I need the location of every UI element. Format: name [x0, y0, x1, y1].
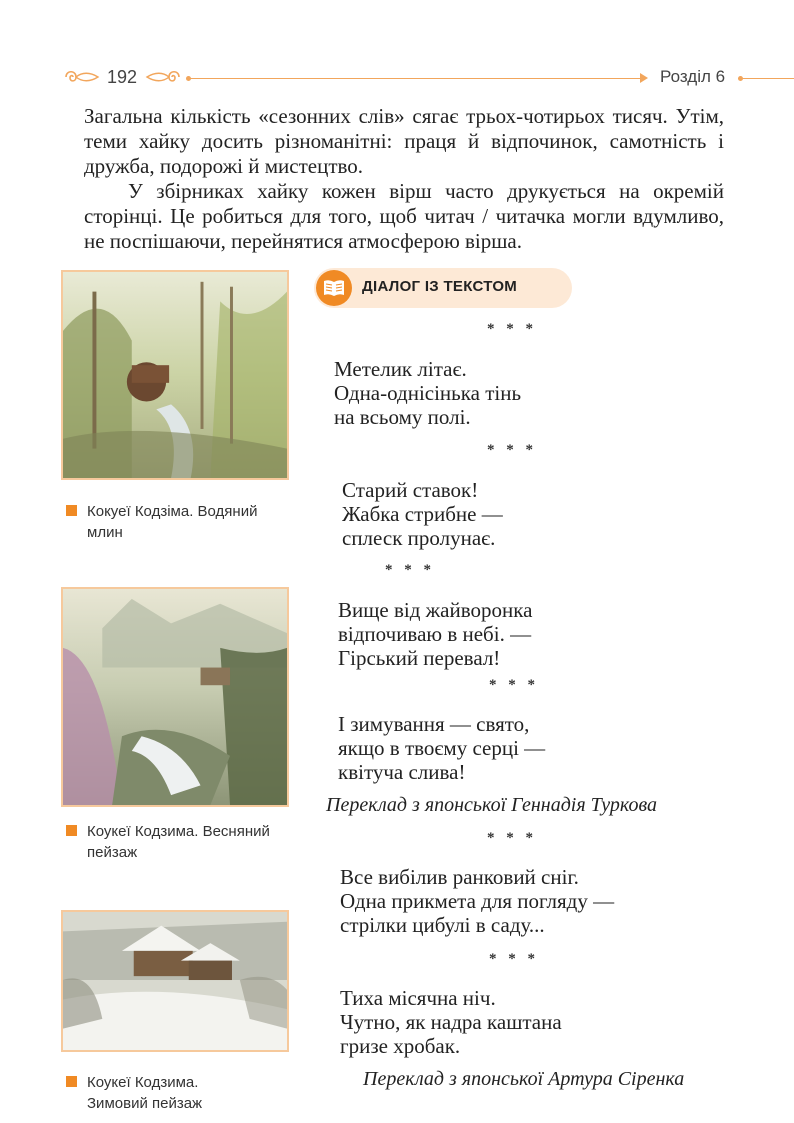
painting-winter-landscape [61, 910, 289, 1052]
poem-line: Гірський перевал! [338, 646, 501, 670]
poem-line: стрілки цибулі в саду... [340, 913, 545, 937]
book-icon [316, 270, 352, 306]
haiku [340, 865, 614, 937]
poem-line: Все вибілив ранковий сніг. [340, 865, 579, 889]
poem-separator: * * * [489, 677, 539, 693]
poem-line: Старий ставок! [342, 478, 479, 502]
caption-spring-landscape: Коукеї Кодзима. Весняний пейзаж [66, 821, 270, 863]
poem-line: квітуча слива! [338, 760, 466, 784]
header-rule [188, 78, 646, 79]
poem-line: якщо в твоєму серці — [338, 736, 546, 760]
poem-separator: * * * [489, 951, 539, 967]
poem-line: Вище від жайворонка [338, 598, 533, 622]
haiku [334, 357, 521, 429]
header-left-ornament-icon [62, 66, 102, 88]
poem-line: Чутно, як надра каштана [340, 1010, 562, 1034]
caption-winter-landscape: Коукеї Кодзима. Зимовий пейзаж [66, 1072, 202, 1114]
caption-water-mill: Кокуеї Кодзіма. Водяний млин [66, 501, 257, 543]
translation-credit: Переклад з японської Артура Сіренка [363, 1068, 685, 1090]
header-arrow-icon [640, 73, 648, 83]
section-label: Розділ 6 [660, 67, 726, 86]
body-text [84, 104, 724, 254]
poem-line: гризе хробак. [340, 1034, 461, 1058]
paragraph: У збірниках хайку кожен вірш часто друкується на окремій сторінці. Це робиться для того, щоб читач / читачка могли вдумливо, не поспішаючи, перейнятися атмосферою вірша. [84, 179, 724, 253]
poem-line: відпочиваю в небі. — [338, 622, 532, 646]
painting-spring-landscape [61, 587, 289, 807]
poem-line: Одна прикмета для погляду — [340, 889, 615, 913]
page-number: 192 [107, 67, 138, 87]
poem-line: Одна-однісінька тінь [334, 381, 522, 405]
painting-water-mill [61, 270, 289, 480]
poem-line: Метелик літає. [334, 357, 467, 381]
haiku [338, 712, 545, 784]
poem-separator: * * * [385, 562, 435, 578]
poem-line: І зимування — свято, [338, 712, 530, 736]
haiku [342, 478, 503, 550]
bullet-square-icon [66, 825, 77, 836]
dialogue-badge-label: ДІАЛОГ ІЗ ТЕКСТОМ [362, 278, 518, 295]
bullet-square-icon [66, 505, 77, 516]
haiku [338, 598, 532, 670]
poem-separator: * * * [487, 442, 537, 458]
poem-separator: * * * [487, 830, 537, 846]
bullet-square-icon [66, 1076, 77, 1087]
poem-line: на всьому полі. [334, 405, 471, 429]
translation-credit: Переклад з японської Геннадія Туркова [326, 794, 658, 816]
poem-line: сплеск пролунає. [342, 526, 496, 550]
header-rule-right [738, 78, 794, 79]
poem-line: Жабка стрибне — [342, 502, 503, 526]
haiku [340, 986, 562, 1058]
header-right-ornament-icon [143, 66, 183, 88]
poem-line: Тиха місячна ніч. [340, 986, 496, 1010]
poem-separator: * * * [487, 321, 537, 337]
paragraph: Загальна кількість «сезонних слів» сягає трьох-чотирьох тисяч. Утім, теми хайку досить різноманітні: праця й відпочинок, самотність і дружба, подорожі й мистецтво. [84, 104, 724, 178]
